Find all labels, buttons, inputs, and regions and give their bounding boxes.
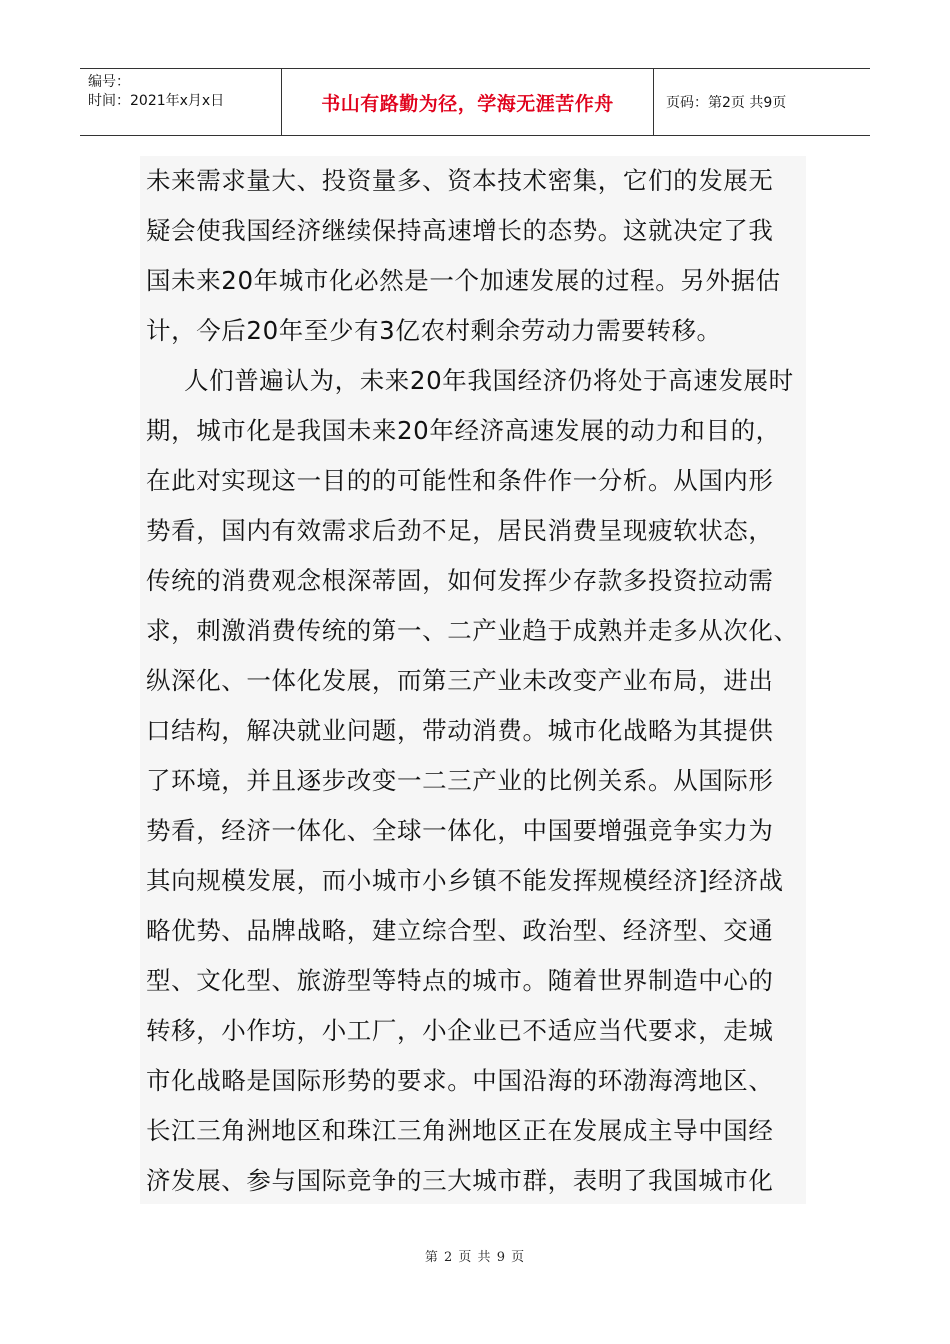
page-footer: 第 2 页 共 9 页 — [424, 1250, 526, 1265]
document-body — [140, 156, 806, 1204]
text-line: 传统的消费观念根深蒂固，如何发挥少存款多投资拉动需 — [146, 566, 774, 595]
header-motto: 书山有路勤为径，学海无涯苦作舟 — [282, 69, 654, 135]
document-header — [80, 68, 870, 136]
text-line: 求，刺激消费传统的第一、二产业趋于成熟并走多从次化、 — [146, 616, 799, 645]
text-line: 长江三角洲地区和珠江三角洲地区正在发展成主导中国经 — [146, 1116, 774, 1145]
header-page-code: 页码：第2页 共9页 — [666, 95, 787, 111]
text-line: 口结构，解决就业问题，带动消费。城市化战略为其提供 — [146, 716, 774, 745]
text-line: 期，城市化是我国未来20年经济高速发展的动力和目的， — [146, 416, 781, 445]
text-line: 转移，小作坊，小工厂，小企业已不适应当代要求，走城 — [146, 1016, 774, 1045]
text-line: 其向规模发展，而小城市小乡镇不能发挥规模经济]经济战 — [146, 866, 784, 895]
text-line: 势看，国内有效需求后劲不足，居民消费呈现疲软状态， — [146, 516, 774, 545]
text-line: 未来需求量大、投资量多、资本技术密集，它们的发展无 — [146, 166, 774, 195]
text-line: 疑会使我国经济继续保持高速增长的态势。这就决定了我 — [146, 216, 774, 245]
text-line: 计，今后20年至少有3亿农村剩余劳动力需要转移。 — [146, 316, 722, 345]
time-label: 时间：2021年x月x日 — [88, 93, 225, 109]
text-line: 略优势、品牌战略，建立综合型、政治型、经济型、交通 — [146, 916, 774, 945]
paragraph-1 — [140, 156, 806, 356]
header-meta-cell — [80, 69, 282, 135]
number-label: 编号： — [88, 74, 130, 90]
text-line: 纵深化、一体化发展，而第三产业未改变产业布局，进出 — [146, 666, 774, 695]
text-line: 人们普遍认为，未来20年我国经济仍将处于高速发展时 — [184, 366, 794, 395]
text-line: 市化战略是国际形势的要求。中国沿海的环渤海湾地区、 — [146, 1066, 774, 1095]
text-line: 势看，经济一体化、全球一体化，中国要增强竞争实力为 — [146, 816, 774, 845]
text-line: 了环境，并且逐步改变一二三产业的比例关系。从国际形 — [146, 766, 774, 795]
paragraph-2 — [140, 356, 806, 1206]
text-line: 国未来20年城市化必然是一个加速发展的过程。另外据估 — [146, 266, 781, 295]
text-line: 济发展、参与国际竞争的三大城市群，表明了我国城市化 — [146, 1166, 774, 1195]
text-line: 型、文化型、旅游型等特点的城市。随着世界制造中心的 — [146, 966, 774, 995]
text-line: 在此对实现这一目的的可能性和条件作一分析。从国内形 — [146, 466, 774, 495]
